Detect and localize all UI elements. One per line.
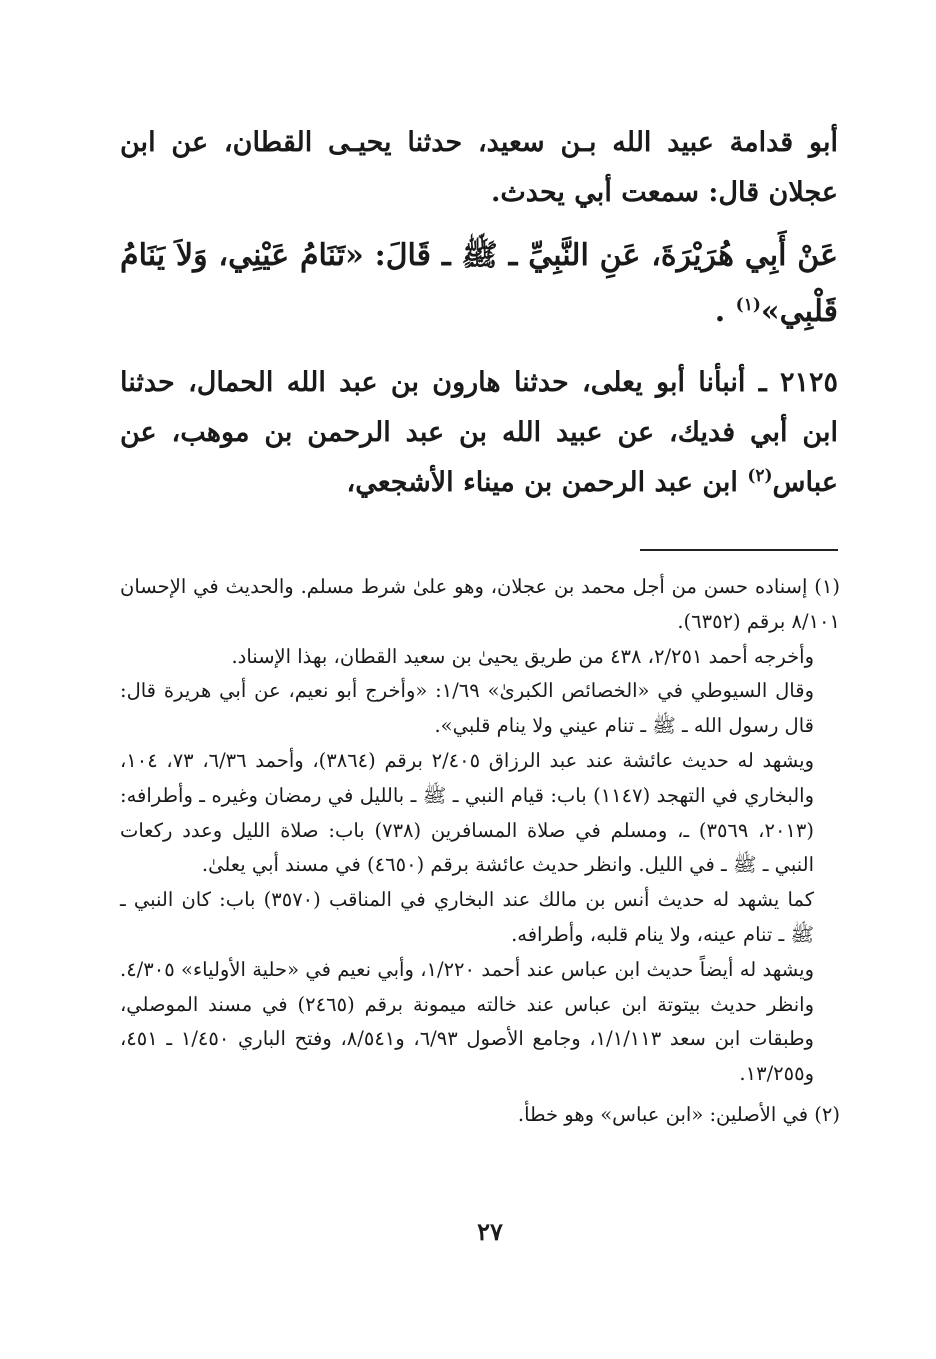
footnote-1-para: ويشهد له حديث عائشة عند عبد الرزاق ٢/٤٠٥ برقم (٣٨٦٤)، وأحمد ٦/٣٦، ٧٣، ١٠٤، والبخاري في التهجد (١١٤٧) باب: قيام النبي ـ ﷺ ـ بالليل في رمضان وغيره ـ وأطرافه: (٢٠١٣، ٣٥٦٩) ـ، ومسلم في صلاة المسافرين (٧٣٨) باب: صلاة الليل وعدد ركعات النبي ـ ﷺ ـ في الليل. وانظر حديث عائشة برقم (٤٦٥٠) في مسند أبي يعلىٰ. bbox=[120, 748, 814, 877]
isnad-paragraph: أبو قدامة عبيد الله بـن سعيد، حدثنا يحيـى القطان، عن ابن عجلان قال: سمعت أبي يحدث. bbox=[120, 127, 838, 208]
isnad-2125-part-b: ابن عبد الرحمن بن ميناء الأشجعي، bbox=[346, 467, 748, 498]
footnote-ref-1: (١) bbox=[735, 295, 761, 315]
footnote-1-para: وأخرجه أحمد ٢/٢٥١، ٤٣٨ من طريق يحيىٰ بن سعيد القطان، بهذا الإسناد. bbox=[231, 644, 814, 668]
hadith-body: عَنْ أَبِي هُرَيْرَةَ، عَنِ النَّبِيِّ ـ ﷺ ـ قَالَ: «تَنَامُ عَيْنِي، وَلاَ يَنَامُ قَلْبِي» bbox=[120, 238, 838, 329]
footnote-divider bbox=[640, 549, 838, 551]
footnote-2: (٢) في الأصلين: «ابن عباس» وهو خطأ. bbox=[517, 1102, 840, 1126]
hadith-2125-isnad bbox=[120, 358, 838, 508]
footnote-1-para: ويشهد له أيضاً حديث ابن عباس عند أحمد ١/٢٢٠، وأبي نعيم في «حلية الأولياء» ٤/٣٠٥. وانظر حديث بيتوتة ابن عباس عند خالته ميمونة برقم (٢٤٦٥) في مسند الموصلي، وطبقات ابن سعد ١/١/١١٣، وجامع الأصول ٦/٩٣، و٨/٥٤١، وفتح الباري ١/٤٥٠ ـ ٤٥١، و١٣/٢٥٥. bbox=[120, 957, 815, 1086]
footnote-ref-2: (٢) bbox=[747, 466, 773, 486]
isnad-2125-part-a: ٢١٢٥ ـ أنبأنا أبو يعلى، حدثنا هارون بن عبد الله الحمال، حدثنا ابن أبي فديك، عن عبيد الله بن عبد الرحمن بن موهب، عن عباس bbox=[120, 367, 838, 498]
footnote-1-para: وقال السيوطي في «الخصائص الكبرىٰ» ١/٦٩: «وأخرج أبو نعيم، عن أبي هريرة قال: قال رسول الله ـ ﷺ ـ تنام عيني ولا ينام قلبي». bbox=[120, 679, 814, 738]
footnote-1: (١) إسناده حسن من أجل محمد بن عجلان، وهو علىٰ شرط مسلم. والحديث في الإحسان ٨/١٠١ برقم (٦٣٥٢). bbox=[120, 575, 840, 633]
hadith-text bbox=[120, 228, 838, 340]
main-text bbox=[120, 118, 838, 508]
page-number: ٢٧ bbox=[477, 1217, 503, 1246]
hadith-period: . bbox=[714, 294, 726, 329]
footnotes bbox=[120, 570, 840, 1133]
footnote-1-para: كما يشهد له حديث أنس بن مالك عند البخاري في المناقب (٣٥٧٠) باب: كان النبي ـ ﷺ ـ تنام عينه، ولا ينام قلبه، وأطرافه. bbox=[120, 888, 814, 946]
